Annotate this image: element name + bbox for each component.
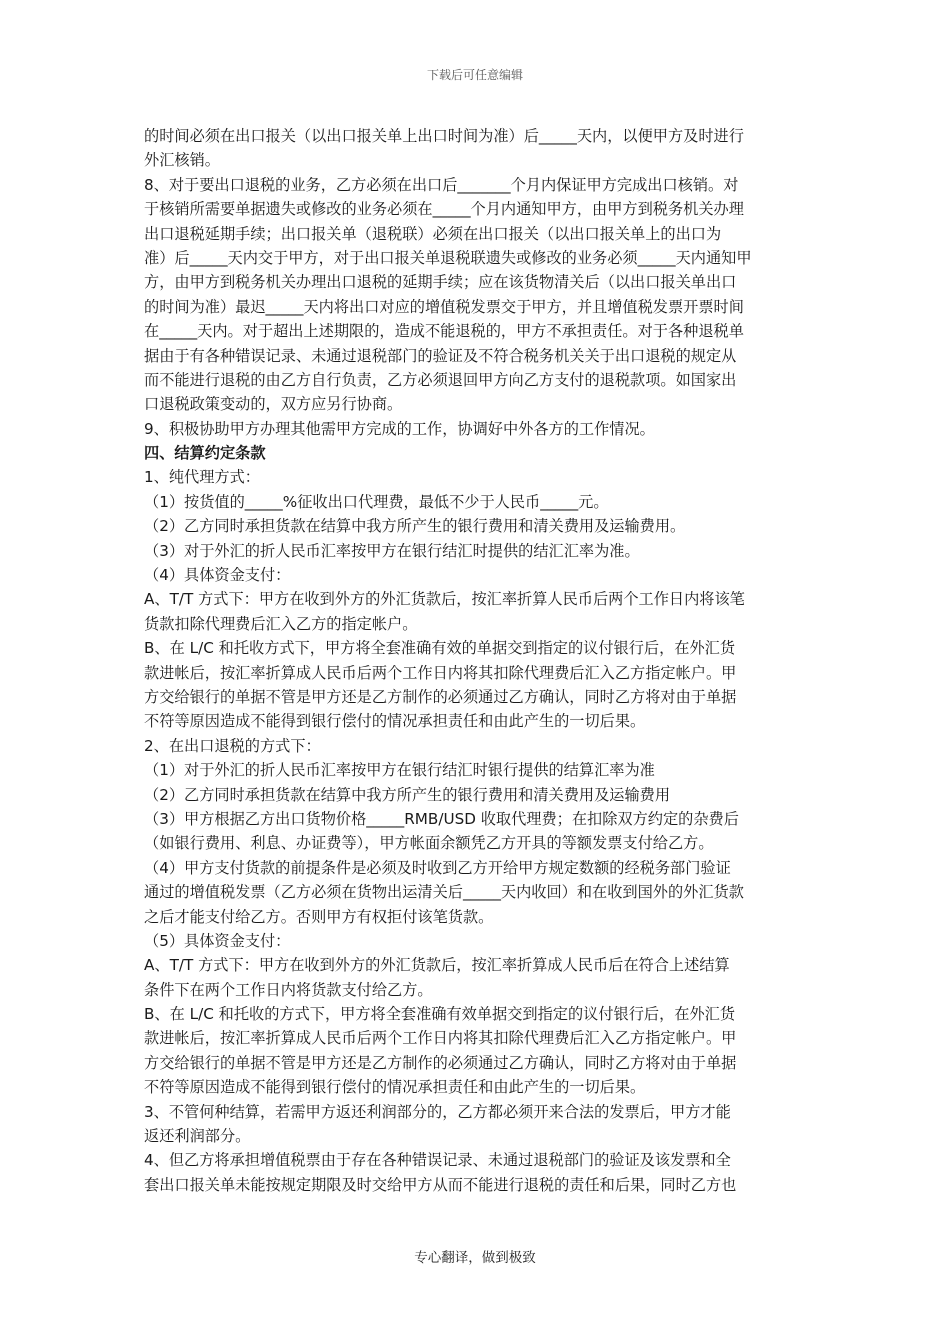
text-line: B、在 L/C 和托收的方式下，甲方将全套准确有效单据交到指定的议付银行后，在外汇货 (144, 1005, 736, 1024)
text-line: （4）具体资金支付： (144, 566, 291, 585)
text-line: 于核销所需要单据遗失或修改的业务必须在_____个月内通知甲方，由甲方到税务机关办理 (144, 200, 744, 219)
text-line: 通过的增值税发票（乙方必须在货物出运清关后_____天内收回）和在收到国外的外汇货款 (144, 883, 744, 902)
document-body (144, 124, 809, 1197)
text-line: 3、不管何种结算，若需甲方返还利润部分的，乙方都必须开来合法的发票后，甲方才能 (144, 1102, 731, 1121)
text-line: （1）按货值的_____%征收出口代理费，最低不少于人民币_____元。 (144, 492, 609, 511)
text-line: 返还利润部分。 (144, 1127, 251, 1146)
text-line: 出口退税延期手续；出口报关单（退税联）必须在出口报关（以出口报关单上的出口为 (144, 224, 722, 243)
text-line: （5）具体资金支付： (144, 931, 291, 950)
text-line: （3）对于外汇的折人民币汇率按甲方在银行结汇时提供的结汇汇率为准。 (144, 541, 640, 560)
text-line: （4）甲方支付货款的前提条件是必须及时收到乙方开给甲方规定数额的经税务部门验证 (144, 858, 731, 877)
text-line: 据由于有各种错误记录、未通过退税部门的验证及不符合税务机关关于出口退税的规定从 (144, 346, 737, 365)
text-line: 的时间必须在出口报关（以出口报关单上出口时间为准）后_____天内，以便甲方及时进行 (144, 127, 744, 145)
text-line: 方交给银行的单据不管是甲方还是乙方制作的必须通过乙方确认，同时乙方将对由于单据 (144, 1053, 737, 1072)
text-line: （2）乙方同时承担货款在结算中我方所产生的银行费用和清关费用及运输费用。 (144, 517, 686, 536)
text-line: 在_____天内。对于超出上述期限的，造成不能退税的，甲方不承担责任。对于各种退税单 (144, 322, 744, 341)
text-line: （如银行费用、利息、办证费等），甲方帐面余额凭乙方开具的等额发票支付给乙方。 (144, 834, 714, 853)
section-heading: 四、结算约定条款 (144, 444, 266, 463)
text-line: 方交给银行的单据不管是甲方还是乙方制作的必须通过乙方确认，同时乙方将对由于单据 (144, 687, 737, 706)
text-line: 不符等原因造成不能得到银行偿付的情况承担责任和由此产生的一切后果。 (144, 1078, 646, 1097)
text-line: 款进帐后，按汇率折算成人民币后两个工作日内将其扣除代理费后汇入乙方指定帐户。甲 (144, 663, 737, 682)
text-line: 而不能进行退税的由乙方自行负责，乙方必须退回甲方向乙方支付的退税款项。如国家出 (144, 370, 737, 389)
text-line: 之后才能支付给乙方。否则甲方有权拒付该笔货款。 (144, 907, 494, 926)
text-line: 不符等原因造成不能得到银行偿付的情况承担责任和由此产生的一切后果。 (144, 712, 646, 731)
text-line: 套出口报关单未能按规定期限及时交给甲方从而不能进行退税的责任和后果，同时乙方也 (144, 1175, 737, 1194)
page-footer: 专心翻译，做到极致 (414, 1250, 536, 1266)
text-line: 2、在出口退税的方式下： (144, 736, 321, 755)
text-line: B、在 L/C 和托收方式下，甲方将全套准确有效的单据交到指定的议付银行后，在外汇货 (144, 639, 736, 658)
text-line: 9、积极协助甲方办理其他需甲方完成的工作，协调好中外各方的工作情况。 (144, 419, 655, 438)
text-line: （1）对于外汇的折人民币汇率按甲方在银行结汇时银行提供的结算汇率为准 (144, 761, 655, 780)
text-line: A、T/T 方式下：甲方在收到外方的外汇货款后，按汇率折算成人民币后在符合上述结算 (144, 956, 730, 975)
text-line: （3）甲方根据乙方出口货物价格_____RMB/USD 收取代理费；在扣除双方约定的杂费后 (144, 809, 739, 828)
text-line: 8、对于要出口退税的业务，乙方必须在出口后_______个月内保证甲方完成出口核销。对 (144, 175, 739, 194)
text-line: 准）后_____天内交于甲方，对于出口报关单退税联遗失或修改的业务必须_____天内通知甲 (144, 248, 752, 267)
text-line: 口退税政策变动的，双方应另行协商。 (144, 395, 403, 414)
text-line: （2）乙方同时承担货款在结算中我方所产生的银行费用和清关费用及运输费用 (144, 785, 671, 804)
text-line: 货款扣除代理费后汇入乙方的指定帐户。 (144, 614, 418, 633)
text-line: 4、但乙方将承担增值税票由于存在各种错误记录、未通过退税部门的验证及该发票和全 (144, 1151, 731, 1170)
page-header: 下载后可任意编辑 (426, 68, 523, 82)
text-line: 款进帐后，按汇率折算成人民币后两个工作日内将其扣除代理费后汇入乙方指定帐户。甲 (144, 1029, 737, 1048)
text-line: 方，由甲方到税务机关办理出口退税的延期手续；应在该货物清关后（以出口报关单出口 (144, 273, 737, 292)
text-line: 条件下在两个工作日内将货款支付给乙方。 (144, 980, 433, 999)
text-line: 1、纯代理方式： (144, 468, 260, 487)
text-line: A、T/T 方式下：甲方在收到外方的外汇货款后，按汇率折算人民币后两个工作日内将该笔 (144, 590, 745, 609)
text-line: 外汇核销。 (144, 151, 220, 170)
text-line: 的时间为准）最迟_____天内将出口对应的增值税发票交于甲方，并且增值税发票开票时间 (144, 297, 744, 316)
